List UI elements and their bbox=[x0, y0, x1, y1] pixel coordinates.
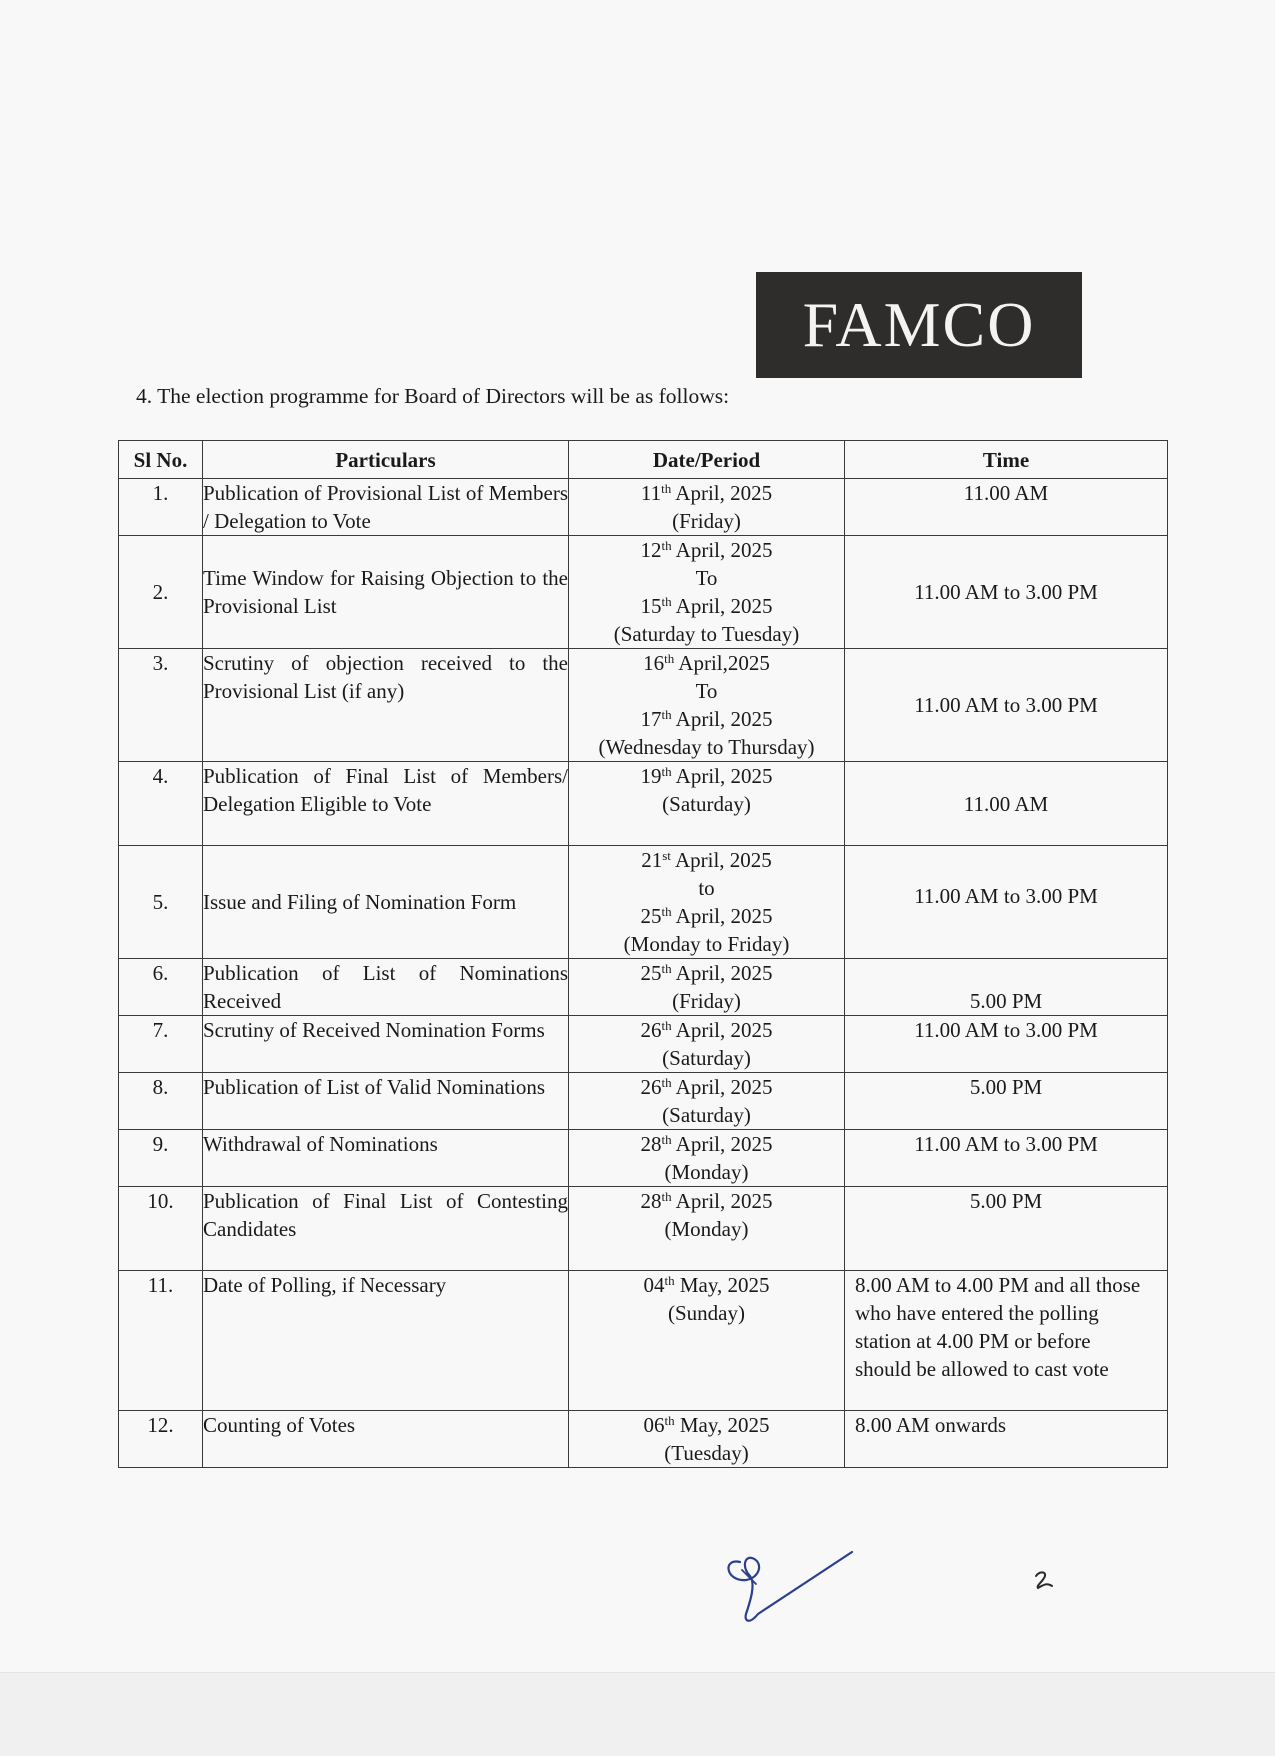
cell-particulars: Withdrawal of Nominations bbox=[203, 1130, 569, 1187]
date-line bbox=[569, 479, 844, 507]
header-date-period: Date/Period bbox=[569, 441, 845, 479]
date-line: (Saturday) bbox=[662, 1046, 751, 1070]
date-line bbox=[569, 1187, 844, 1215]
cell-date-period bbox=[569, 1187, 845, 1271]
date-line bbox=[569, 959, 844, 987]
cell-sl-no: 12. bbox=[119, 1411, 203, 1468]
cell-date-period bbox=[569, 1411, 845, 1468]
date-ordinal-suffix: th bbox=[664, 651, 675, 666]
date-line bbox=[569, 649, 844, 677]
time-text: 8.00 AM to 4.00 PM and all those who have entered the polling station at 4.00 PM or before should be allowed to cast vote bbox=[855, 1273, 1141, 1381]
date-line bbox=[569, 1016, 844, 1044]
date-ordinal-suffix: th bbox=[661, 707, 672, 722]
date-line: (Friday) bbox=[672, 509, 741, 533]
date-line: (Wednesday to Thursday) bbox=[598, 735, 815, 759]
table-row bbox=[119, 762, 1168, 846]
table-row bbox=[119, 1271, 1168, 1411]
date-line bbox=[569, 1130, 844, 1158]
time-text: 11.00 AM to 3.00 PM bbox=[914, 1018, 1098, 1042]
time-text: 11.00 AM to 3.00 PM bbox=[914, 884, 1098, 908]
cell-sl-no: 1. bbox=[119, 479, 203, 536]
date-line bbox=[569, 762, 844, 790]
time-text: 5.00 PM bbox=[969, 989, 1043, 1013]
date-day: 25 bbox=[640, 961, 662, 985]
table-row bbox=[119, 1073, 1168, 1130]
date-day: 28 bbox=[640, 1132, 662, 1156]
table-row bbox=[119, 479, 1168, 536]
cell-particulars: Scrutiny of objection received to the Provisional List (if any) bbox=[203, 649, 569, 762]
cell-date-period bbox=[569, 846, 845, 959]
table-row bbox=[119, 649, 1168, 762]
date-month-year: April, 2025 bbox=[670, 848, 772, 872]
date-day: 19 bbox=[640, 764, 662, 788]
cell-particulars: Publication of Final List of Contesting Candidates bbox=[203, 1187, 569, 1271]
date-line: (Saturday) bbox=[662, 1103, 751, 1127]
date-ordinal-suffix: th bbox=[661, 1189, 672, 1204]
section-intro: 4. The election programme for Board of Directors will be as follows: bbox=[136, 384, 730, 408]
date-month-year: April,2025 bbox=[674, 651, 770, 675]
cell-date-period bbox=[569, 649, 845, 762]
time-text: 5.00 PM bbox=[969, 1075, 1043, 1099]
cell-sl-no: 8. bbox=[119, 1073, 203, 1130]
cell-sl-no: 6. bbox=[119, 959, 203, 1016]
cell-sl-no: 4. bbox=[119, 762, 203, 846]
cell-sl-no: 3. bbox=[119, 649, 203, 762]
cell-time bbox=[845, 1073, 1168, 1130]
date-month-year: April, 2025 bbox=[671, 707, 773, 731]
cell-sl-no: 10. bbox=[119, 1187, 203, 1271]
date-month-year: April, 2025 bbox=[671, 481, 773, 505]
cell-particulars: Issue and Filing of Nomination Form bbox=[203, 846, 569, 959]
date-month-year: April, 2025 bbox=[671, 764, 773, 788]
date-ordinal-suffix: th bbox=[661, 764, 672, 779]
cell-time bbox=[845, 649, 1168, 762]
date-ordinal-suffix: th bbox=[661, 481, 672, 496]
cell-date-period bbox=[569, 762, 845, 846]
time-text: 11.00 AM to 3.00 PM bbox=[914, 580, 1098, 604]
cell-date-period bbox=[569, 1016, 845, 1073]
date-day: 21 bbox=[641, 848, 663, 872]
header-particulars: Particulars bbox=[203, 441, 569, 479]
cell-date-period bbox=[569, 1073, 845, 1130]
cell-date-period bbox=[569, 1271, 845, 1411]
cell-date-period bbox=[569, 536, 845, 649]
date-line: (Saturday to Tuesday) bbox=[613, 622, 800, 646]
date-day: 26 bbox=[640, 1075, 662, 1099]
logo-text: FAMCO bbox=[802, 289, 1036, 360]
cell-particulars: Date of Polling, if Necessary bbox=[203, 1271, 569, 1411]
date-day: 04 bbox=[643, 1273, 665, 1297]
table-row bbox=[119, 1016, 1168, 1073]
cell-particulars: Scrutiny of Received Nomination Forms bbox=[203, 1016, 569, 1073]
date-ordinal-suffix: th bbox=[661, 594, 672, 609]
date-day: 28 bbox=[640, 1189, 662, 1213]
date-ordinal-suffix: th bbox=[664, 1273, 675, 1288]
table-header-row bbox=[119, 441, 1168, 479]
date-ordinal-suffix: th bbox=[661, 1132, 672, 1147]
date-line bbox=[569, 902, 844, 930]
time-text: 8.00 AM onwards bbox=[855, 1413, 1007, 1437]
cell-time bbox=[845, 762, 1168, 846]
cell-particulars: Publication of List of Valid Nominations bbox=[203, 1073, 569, 1130]
date-line bbox=[569, 1411, 844, 1439]
date-day: 15 bbox=[640, 594, 662, 618]
date-line bbox=[569, 592, 844, 620]
cell-time bbox=[845, 536, 1168, 649]
date-month-year: April, 2025 bbox=[671, 961, 773, 985]
date-month-year: May, 2025 bbox=[674, 1273, 770, 1297]
cell-particulars: Time Window for Raising Objection to the Provisional List bbox=[203, 536, 569, 649]
date-line bbox=[569, 705, 844, 733]
date-line: (Friday) bbox=[672, 989, 741, 1013]
handwritten-page-number bbox=[1032, 1568, 1056, 1592]
cell-time bbox=[845, 1187, 1168, 1271]
table-row bbox=[119, 959, 1168, 1016]
date-line: (Monday) bbox=[664, 1217, 749, 1241]
cell-sl-no: 11. bbox=[119, 1271, 203, 1411]
date-ordinal-suffix: th bbox=[661, 538, 672, 553]
date-line bbox=[569, 1271, 844, 1299]
date-line bbox=[569, 846, 844, 874]
cell-time bbox=[845, 1411, 1168, 1468]
date-month-year: May, 2025 bbox=[674, 1413, 770, 1437]
cell-particulars: Counting of Votes bbox=[203, 1411, 569, 1468]
famco-logo bbox=[756, 272, 1082, 378]
cell-sl-no: 7. bbox=[119, 1016, 203, 1073]
cell-time bbox=[845, 846, 1168, 959]
time-text: 11.00 AM to 3.00 PM bbox=[914, 1132, 1098, 1156]
date-line: To bbox=[695, 679, 718, 703]
table-row bbox=[119, 536, 1168, 649]
date-line: (Sunday) bbox=[668, 1301, 745, 1325]
election-schedule-table bbox=[118, 440, 1168, 1468]
date-day: 17 bbox=[640, 707, 662, 731]
date-ordinal-suffix: th bbox=[661, 1075, 672, 1090]
cell-time bbox=[845, 479, 1168, 536]
date-month-year: April, 2025 bbox=[671, 594, 773, 618]
cell-date-period bbox=[569, 959, 845, 1016]
date-line: to bbox=[698, 876, 715, 900]
header-time: Time bbox=[845, 441, 1168, 479]
date-line: (Monday) bbox=[664, 1160, 749, 1184]
date-line: (Tuesday) bbox=[664, 1441, 749, 1465]
date-line: (Monday to Friday) bbox=[623, 932, 790, 956]
time-text: 11.00 AM bbox=[963, 791, 1049, 816]
table-row bbox=[119, 1130, 1168, 1187]
cell-time bbox=[845, 959, 1168, 1016]
cell-time bbox=[845, 1130, 1168, 1187]
date-ordinal-suffix: th bbox=[664, 1413, 675, 1428]
cell-date-period bbox=[569, 479, 845, 536]
date-month-year: April, 2025 bbox=[671, 1075, 773, 1099]
date-line: To bbox=[695, 566, 718, 590]
cell-sl-no: 9. bbox=[119, 1130, 203, 1187]
date-ordinal-suffix: th bbox=[661, 961, 672, 976]
cell-sl-no: 5. bbox=[119, 846, 203, 959]
date-line: (Saturday) bbox=[662, 792, 751, 816]
date-day: 12 bbox=[640, 538, 662, 562]
table-row bbox=[119, 1187, 1168, 1271]
table-row bbox=[119, 846, 1168, 959]
date-ordinal-suffix: th bbox=[661, 1018, 672, 1033]
scan-bottom-margin bbox=[0, 1672, 1275, 1756]
time-text: 11.00 AM bbox=[963, 481, 1049, 505]
time-text: 5.00 PM bbox=[969, 1189, 1043, 1213]
time-text: 11.00 AM to 3.00 PM bbox=[914, 693, 1098, 717]
cell-sl-no: 2. bbox=[119, 536, 203, 649]
cell-time bbox=[845, 1271, 1168, 1411]
date-line bbox=[569, 536, 844, 564]
date-month-year: April, 2025 bbox=[671, 538, 773, 562]
date-line bbox=[569, 1073, 844, 1101]
cell-particulars: Publication of List of Nominations Received bbox=[203, 959, 569, 1016]
date-month-year: April, 2025 bbox=[671, 1189, 773, 1213]
date-day: 26 bbox=[640, 1018, 662, 1042]
date-month-year: April, 2025 bbox=[671, 1018, 773, 1042]
date-month-year: April, 2025 bbox=[671, 1132, 773, 1156]
cell-particulars: Publication of Final List of Members/ Delegation Eligible to Vote bbox=[203, 762, 569, 846]
cell-time bbox=[845, 1016, 1168, 1073]
cell-date-period bbox=[569, 1130, 845, 1187]
signature bbox=[720, 1540, 860, 1640]
date-day: 11 bbox=[640, 481, 662, 505]
date-day: 06 bbox=[643, 1413, 665, 1437]
date-day: 25 bbox=[640, 904, 662, 928]
date-ordinal-suffix: st bbox=[662, 848, 671, 863]
header-sl-no: Sl No. bbox=[119, 441, 203, 479]
cell-particulars: Publication of Provisional List of Members / Delegation to Vote bbox=[203, 479, 569, 536]
date-month-year: April, 2025 bbox=[671, 904, 773, 928]
date-day: 16 bbox=[643, 651, 665, 675]
table-row bbox=[119, 1411, 1168, 1468]
date-ordinal-suffix: th bbox=[661, 904, 672, 919]
